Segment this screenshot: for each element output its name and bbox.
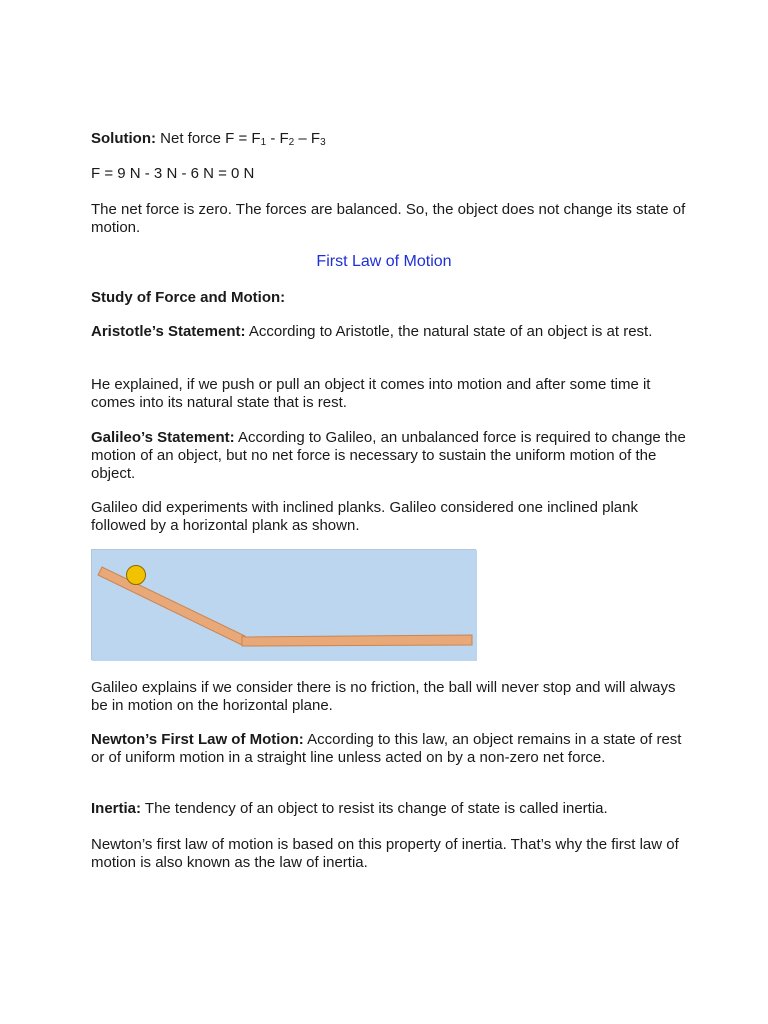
explains-paragraph: Galileo explains if we consider there is no friction, the ball will never stop and will always be in motion on the horizontal plane. xyxy=(91,679,676,714)
aristotle-label: Aristotle’s Statement: xyxy=(91,323,246,340)
inclined-plank-figure xyxy=(91,549,476,660)
inertia-text: The tendency of an object to resist its change of state is called inertia. xyxy=(141,800,608,817)
aristotle-text: According to Aristotle, the natural state of an object is at rest. xyxy=(245,323,653,340)
solution-minus-1: - F xyxy=(266,130,289,147)
subscript-1: 1 xyxy=(260,137,267,148)
galileo-label: Galileo’s Statement: xyxy=(91,429,235,446)
explained-paragraph: He explained, if we push or pull an object it comes into motion and after some time it comes into its natural state that is rest. xyxy=(91,376,651,411)
horizontal-plank xyxy=(242,635,472,646)
newton-label: Newton’s First Law of Motion: xyxy=(91,731,304,748)
galileo-text: According to Galileo, an unbalanced force is required to change the motion of an object, but no net force is necessary to sustain the uniform motion of the object. xyxy=(91,429,686,482)
subscript-3: 3 xyxy=(320,137,326,148)
equation-line: F = 9 N - 3 N - 6 N = 0 N xyxy=(91,165,255,182)
newton-paragraph xyxy=(91,731,691,767)
plank-diagram xyxy=(92,550,477,661)
net-force-paragraph: The net force is zero. The forces are balanced. So, the object does not change its state of motion. xyxy=(91,201,686,236)
solution-minus-2: – F xyxy=(294,130,321,147)
experiments-paragraph: Galileo did experiments with inclined planks. Galileo considered one inclined plank followed by a horizontal plank as shown. xyxy=(91,499,638,534)
solution-label: Solution: xyxy=(91,130,156,147)
subscript-2: 2 xyxy=(288,137,295,148)
inertia-paragraph xyxy=(91,800,691,818)
based-paragraph: Newton’s first law of motion is based on this property of inertia. That’s why the first law of motion is also known as the law of inertia. xyxy=(91,836,679,871)
ball xyxy=(127,566,146,585)
newton-text: According to this law, an object remains in a state of rest or of uniform motion in a straight line unless acted on by a non-zero net force. xyxy=(91,731,682,766)
aristotle-paragraph xyxy=(91,323,691,341)
inertia-label: Inertia: xyxy=(91,800,142,817)
study-heading: Study of Force and Motion: xyxy=(91,289,286,306)
solution-line xyxy=(91,130,691,148)
solution-text: Net force F = F xyxy=(155,130,261,147)
galileo-paragraph xyxy=(91,429,691,483)
section-heading: First Law of Motion xyxy=(316,253,452,270)
